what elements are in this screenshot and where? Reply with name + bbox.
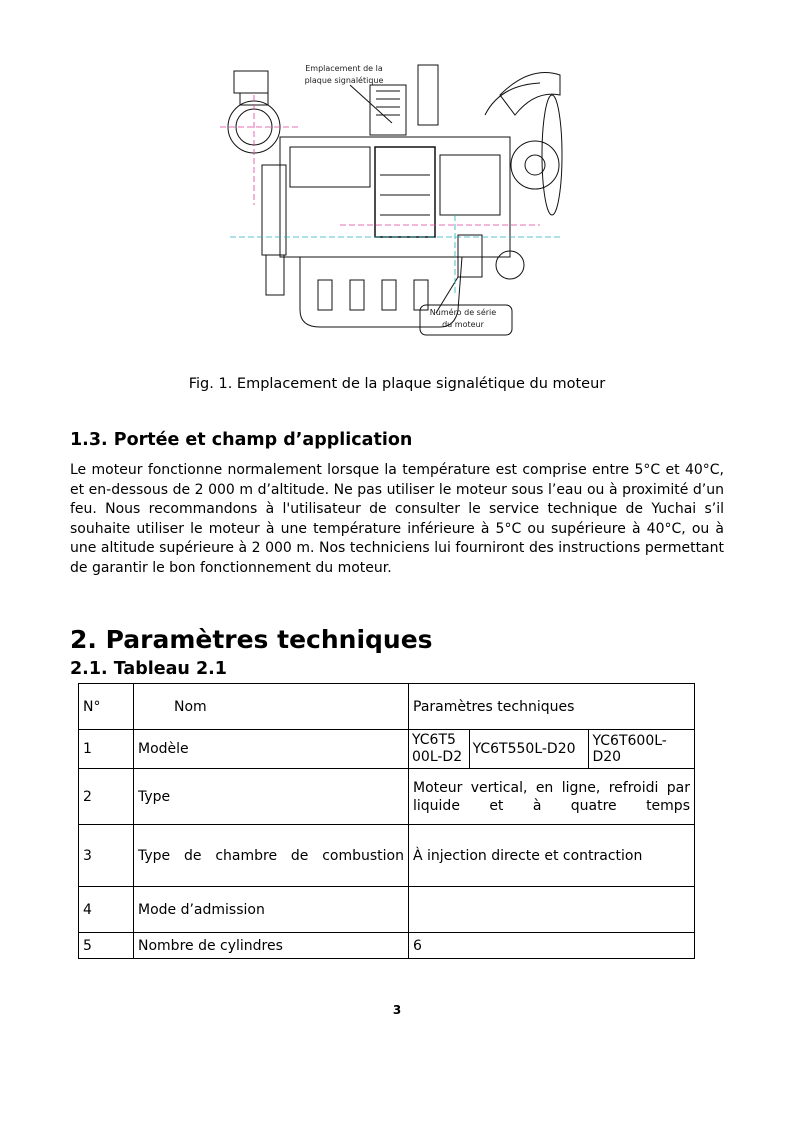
row-no: 3 bbox=[79, 825, 134, 887]
row-value: À injection directe et contraction bbox=[409, 825, 695, 887]
section-heading-2: 2. Paramètres techniques bbox=[70, 625, 433, 654]
model-1: YC6T5 00L-D2 bbox=[409, 730, 470, 768]
table-row bbox=[79, 887, 695, 933]
header-no: N° bbox=[79, 684, 134, 730]
table-row bbox=[79, 769, 695, 825]
parameters-table bbox=[78, 683, 695, 959]
callout-plate-line2: plaque signalétique bbox=[304, 76, 384, 85]
row-name: Modèle bbox=[134, 730, 409, 769]
model-cell bbox=[409, 730, 695, 769]
row-name: Mode d’admission bbox=[134, 887, 409, 933]
callout-serial-line2: du moteur bbox=[442, 320, 484, 329]
air-filter-cap bbox=[234, 71, 268, 93]
header-name: Nom bbox=[134, 684, 409, 730]
callout-plate-line1: Emplacement de la bbox=[305, 64, 383, 73]
row-value bbox=[409, 887, 695, 933]
header-params: Paramètres techniques bbox=[409, 684, 695, 730]
row-no: 2 bbox=[79, 769, 134, 825]
row-name: Type de chambre de combustion bbox=[134, 825, 409, 887]
model-2: YC6T550L-D20 bbox=[470, 730, 590, 768]
scope-paragraph: Le moteur fonctionne normalement lorsque la température est comprise entre 5°C et 40°C, et en-dessous de 2 000 m d’altitude. Ne pas utiliser le moteur sous l’eau ou à proximité d’un feu. Nous recommandons à l'utilisateur de consulter le service technique de Yuchai s’il souhaite utiliser le moteur à une température inférieure à 5°C ou supérieure à 40°C, ou à une altitude supérieure à 2 000 m. Nos techniciens lui fourniront des instructions permettant de garantir le bon fonctionnement du moteur. bbox=[70, 462, 724, 576]
table-row bbox=[79, 933, 695, 959]
table-header-row bbox=[79, 684, 695, 730]
figure-caption: Fig. 1. Emplacement de la plaque signalétique du moteur bbox=[188, 376, 606, 392]
row-no: 1 bbox=[79, 730, 134, 769]
serial-number-callout bbox=[418, 307, 508, 331]
row-no: 4 bbox=[79, 887, 134, 933]
exhaust-pipe bbox=[500, 73, 560, 116]
page-number: 3 bbox=[392, 1003, 402, 1017]
engine-drawing bbox=[200, 55, 580, 345]
row-name: Nombre de cylindres bbox=[134, 933, 409, 959]
nameplate-callout bbox=[296, 63, 392, 87]
table-row bbox=[79, 730, 695, 769]
model-3: YC6T600L-D20 bbox=[592, 733, 667, 765]
table-row bbox=[79, 825, 695, 887]
row-value: 6 bbox=[409, 933, 695, 959]
callout-serial-line1: Numéro de série bbox=[429, 308, 497, 317]
row-value: Moteur vertical, en ligne, refroidi par liquide et à quatre temps bbox=[409, 769, 695, 825]
row-name: Type bbox=[134, 769, 409, 825]
fan bbox=[542, 95, 562, 215]
engine-figure bbox=[200, 55, 580, 345]
section-heading-1-3: 1.3. Portée et champ d’application bbox=[70, 430, 413, 450]
section-heading-2-1: 2.1. Tableau 2.1 bbox=[70, 659, 227, 679]
nameplate-housing bbox=[370, 85, 406, 135]
row-no: 5 bbox=[79, 933, 134, 959]
